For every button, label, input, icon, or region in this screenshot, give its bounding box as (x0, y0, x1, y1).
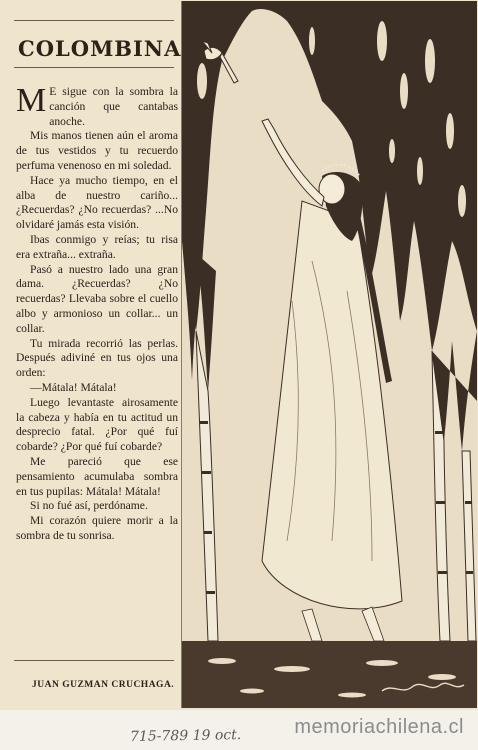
paragraph: Luego levantaste airosamente la cabeza y había en tu actitud un desprecio fatal. ¿Por qué fuí cobarde? ¿Por qué fuí cobarde? (16, 395, 178, 454)
paragraph: Pasó a nuestro lado una gran dama. ¿Recuerdas? ¿No recuerdas? Llevaba sobre el cuello albo y armonioso un collar... un collar. (16, 262, 178, 335)
author-signature: JUAN GUZMAN CRUCHAGA. (32, 680, 175, 690)
title-rule (14, 67, 174, 68)
drop-cap: M (16, 82, 47, 119)
illustration-art (182, 1, 477, 708)
paragraph: Tu mirada recorrió las perlas. Después adiviné en tus ojos una orden: (16, 336, 178, 380)
paragraph: —Mátala! Mátala! (30, 380, 117, 394)
signature-rule (14, 660, 174, 661)
paragraph-1 (16, 82, 178, 129)
paragraph: Mi corazón quiere morir a la sombra de tu sonrisa. (16, 514, 178, 542)
text-column (8, 12, 180, 702)
paragraph: Ibas conmigo y reías; tu risa era extraña... extraña. (16, 232, 178, 261)
paragraph: Me pareció que ese pensamiento acumulaba sombra en tus pupilas: Mátala! Mátala! (16, 454, 178, 498)
memoriachilena-logo: memoriachilena.cl (294, 716, 464, 738)
article-body (16, 82, 178, 544)
paragraph-1-text: E sigue con la sombra la canción que cantabas anoche. (49, 85, 178, 128)
illustration (181, 1, 477, 708)
ground (182, 641, 477, 708)
paragraph: Mis manos tienen aún el aroma de tus vestidos y tu recuerdo perfuma venenoso en mi soledad. (16, 129, 178, 172)
paragraph: Si no fué así, perdóname. (30, 499, 148, 513)
handwritten-note: 715-789 19 oct. (129, 727, 242, 745)
archive-footer (0, 710, 478, 750)
article-title: COLOMBINA (18, 36, 182, 61)
top-rule (14, 20, 174, 21)
paragraph: Hace ya mucho tiempo, en el alba de nuestro cariño... ¿Recuerdas? ¿No recuerdas? ...No olvidaré jamás esta visión. (16, 173, 178, 232)
